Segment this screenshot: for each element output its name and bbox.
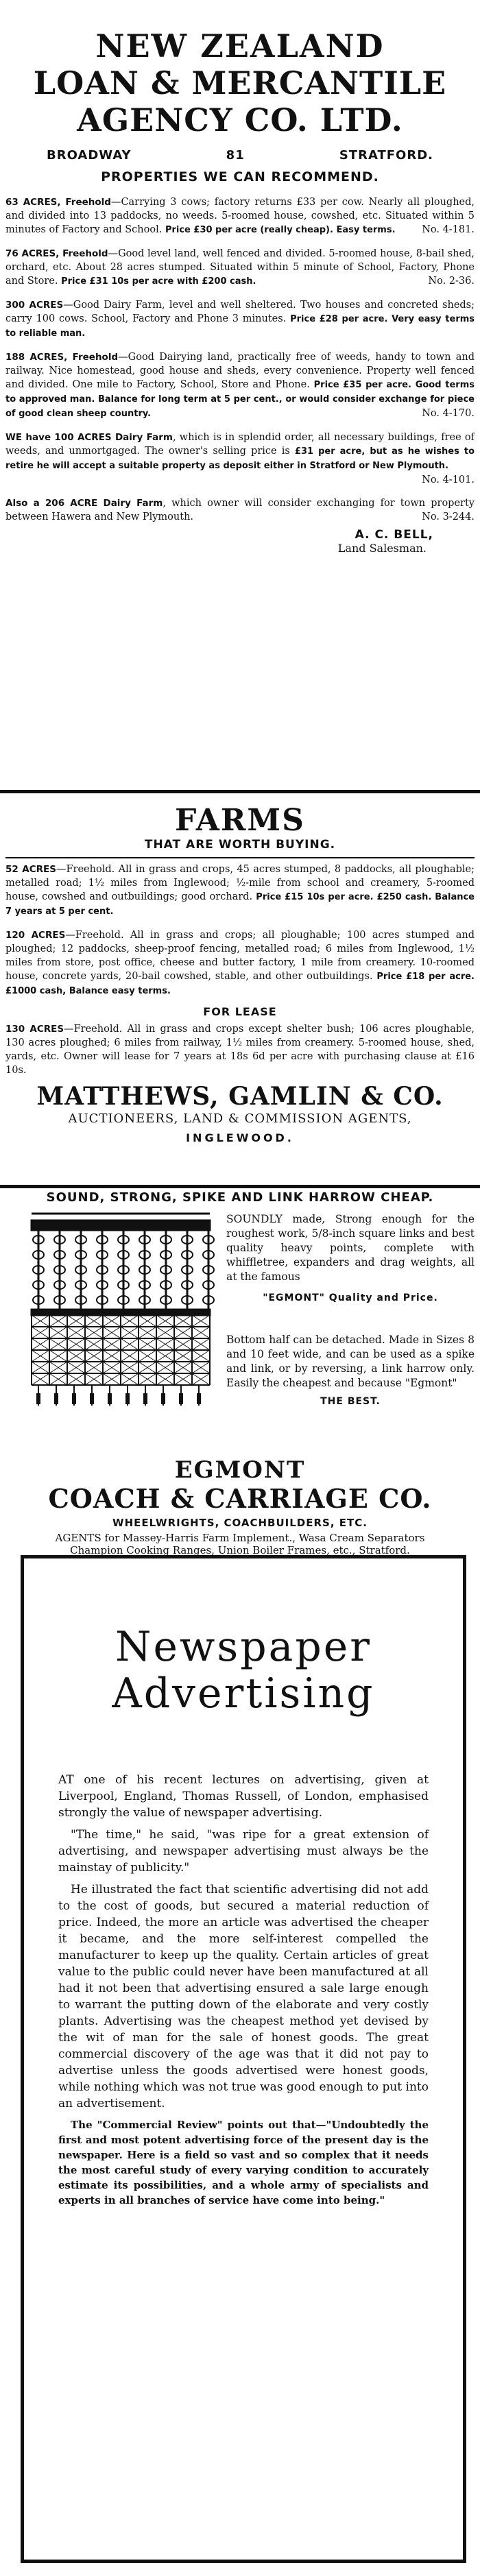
- harrow-weight: [72, 1393, 76, 1404]
- listing-ref: No. 4-101.: [422, 474, 475, 485]
- harrow-weight: [54, 1393, 58, 1404]
- listing-price: £31 per acre, but as he wishes to retire he will accept a suitable property as deposit either in Stratford or New Plymouth.: [5, 446, 475, 471]
- article-title-line1: Newspaper: [115, 1623, 372, 1671]
- listing-text: , which is in splendid order, all necessary buildings, free of weeds, and unmortgaged. The owner's selling price is: [5, 432, 475, 457]
- property-listing: [5, 496, 475, 524]
- listing-text: —Freehold. All in grass and crops except shelter bush; 106 acres ploughable, 130 acres ploughed; 6 miles from railway, 1½ miles from creamery. 5-roomed house, shed, yards, etc. Owner will lease for 7 years at 18s 6d per acre with purchasing clause at £16 10s.: [5, 1024, 475, 1076]
- egmont-line2: COACH & CARRIAGE CO.: [48, 1483, 432, 1514]
- harrow-description: [226, 1212, 475, 1409]
- farm-listing: [5, 863, 475, 919]
- harrow-weight: [179, 1393, 183, 1404]
- article-paragraph: "The time," he said, "was ripe for a great extension of advertising, and newspaper advertising must always be the mainstay of publicity.": [58, 1828, 429, 1875]
- harrow-link-grid: [32, 1230, 214, 1385]
- listing-text: —Good Dairying land, practically free of weeds, handy to town and railway. Nice homestead, good house and sheds, every convenience. Property well fenced and divided. One mile to Factory, School, Store and Phone.: [5, 352, 475, 390]
- harrow-weight: [197, 1393, 201, 1404]
- listing-price: Price £31 10s per acre with £200 cash.: [61, 276, 256, 287]
- listing-price: Price £15 10s per acre. £250 cash. Balance 7 years at 5 per cent.: [5, 892, 475, 917]
- egmont-agents-2: Champion Cooking Ranges, Union Boiler Frames, etc., Stratford.: [70, 1544, 410, 1556]
- firm-description: AUCTIONEERS, LAND & COMMISSION AGENTS,: [68, 1111, 412, 1126]
- listing-lead: 300 ACRES: [5, 300, 64, 311]
- lease-listing: [5, 1022, 475, 1077]
- egmont-description: WHEELWRIGHTS, COACHBUILDERS, ETC.: [112, 1517, 368, 1529]
- address-line: [5, 148, 475, 162]
- listing-price: Price £28 per acre. Very easy terms to reliable man.: [5, 314, 475, 339]
- harrow-weight: [161, 1393, 165, 1404]
- property-listing: [5, 247, 475, 289]
- listing-lead: 76 ACRES, Freehold: [5, 248, 108, 259]
- harrow-para-1: SOUNDLY made, Strong enough for the roughest work, 5/8-inch square links and best quality heavy points, complete with whiffletree, expanders and drag weights, all at the famous: [226, 1213, 475, 1283]
- listing-lead: 52 ACRES: [5, 864, 56, 875]
- farms-ad: [5, 804, 475, 1144]
- listing-ref: No. 3-244.: [422, 511, 475, 522]
- article-paragraph: The "Commercial Review" points out that—"Undoubtedly the first and most potent advertising force of the present day is the newspaper. Here is a field so vast and so complex that it needs the most careful study of every varying condition to accurately estimate its possibilities, and a whole army of specialists and experts in all branches of service have come into being.": [58, 2119, 429, 2206]
- harrow-illustration: [25, 1207, 224, 1412]
- listing-ref: No. 2-36.: [428, 276, 475, 287]
- listing-lead: 63 ACRES, Freehold: [5, 197, 111, 208]
- company-name-line2: LOAN & MERCANTILE: [33, 64, 447, 101]
- egmont-firm: [5, 1456, 475, 1556]
- listing-lead: Also a 206 ACRE Dairy Farm: [5, 498, 163, 509]
- section-divider: [0, 790, 480, 793]
- harrow-headline: SOUND, STRONG, SPIKE AND LINK HARROW CHEAP.: [46, 1190, 434, 1205]
- article-title-line2: Advertising: [112, 1670, 375, 1718]
- harrow-middle-bar: [32, 1310, 210, 1315]
- address-town: STRATFORD.: [339, 148, 433, 162]
- farms-subtitle: THAT ARE WORTH BUYING.: [144, 838, 336, 852]
- article-paragraph: He illustrated the fact that scientific advertising did not add to the cost of goods, but secured a material reduction of price. Indeed, the more an article was advertised the cheaper it became, and the more self-interest compelled the manufacturer to keep up the quality. Certain articles of great value to the public could never have been manufactured at all had it not been that advertising ensured a sale large enough to warrant the putting down of the elaborate and very costly plants. Advertising was the cheapest method yet devised by the wit of man for the sale of honest goods. The great commercial discovery of the age was that it did not pay to advertise unless the goods advertised were honest goods, while nothing which was not true was good enough to put into an advertisement.: [58, 1883, 429, 2110]
- listing-lead: 120 ACRES: [5, 930, 66, 941]
- firm-town: INGLEWOOD.: [186, 1131, 294, 1144]
- harrow-drag-weights: [36, 1385, 201, 1406]
- address-street: BROADWAY: [47, 148, 132, 162]
- nz-loan-ad: [5, 27, 475, 555]
- egmont-line1: EGMONT: [174, 1456, 306, 1484]
- listing-lead: 188 ACRES, Freehold: [5, 352, 119, 363]
- harrow-weight: [90, 1393, 94, 1404]
- section-divider: [0, 1185, 480, 1188]
- harrow-weight: [143, 1393, 147, 1404]
- property-listing: [5, 195, 475, 237]
- harrow-ad: [5, 1190, 475, 1205]
- article-body: [24, 1772, 463, 2208]
- listing-price: Price £18 per acre. £1000 cash, Balance easy terms.: [5, 972, 475, 996]
- properties-heading: PROPERTIES WE CAN RECOMMEND.: [101, 169, 379, 184]
- lease-heading: FOR LEASE: [203, 1005, 277, 1018]
- listing-price: Price £30 per acre (really cheap). Easy terms.: [165, 225, 396, 235]
- newspaper-advertising-box: [21, 1555, 466, 2563]
- harrow-top-bar: [32, 1220, 210, 1230]
- harrow-para-2: Bottom half can be detached. Made in Sizes 8 and 10 feet wide, and can be used as a spike and link, or by reversing, a link harrow only. Easily the cheapest and because "Egmont": [226, 1334, 475, 1389]
- farms-divider: [5, 857, 475, 858]
- farms-title: FARMS: [175, 803, 305, 838]
- farm-listing: [5, 928, 475, 998]
- listing-lead: 130 ACRES: [5, 1024, 64, 1035]
- listing-ref: No. 4-170.: [422, 408, 475, 419]
- harrow-quote: "EGMONT" Quality and Price.: [263, 1292, 438, 1303]
- listing-ref: No. 4-181.: [422, 224, 475, 235]
- company-name-line3: AGENCY CO. LTD.: [77, 101, 403, 139]
- harrow-weight: [108, 1393, 112, 1404]
- listing-lead: WE have 100 ACRES Dairy Farm: [5, 432, 173, 443]
- listing-text: —Freehold. All in grass and crops, 45 acres stumped, 8 paddocks, all ploughable; metalled road; 1½ miles from Inglewood; ½-mile from school and creamery, 5-roomed house, cowshed and outbuildings; good orchard.: [5, 864, 475, 902]
- signature-title: Land Salesman.: [337, 542, 427, 555]
- address-number: 81: [226, 148, 245, 162]
- signature-name: A. C. BELL,: [355, 528, 433, 542]
- property-listing: [5, 298, 475, 341]
- harrow-weight: [36, 1393, 40, 1404]
- firm-name: MATTHEWS, GAMLIN & CO.: [36, 1082, 444, 1111]
- signature-block: [5, 528, 475, 555]
- listing-text: —Freehold. All in grass and crops; all ploughable; 100 acres stumped and ploughed; 12 paddocks, sheep-proof fencing, metalled road; 6 miles from Inglewood, 1½ miles from store, post office, cheese and butter factory, 1 mile from creamery. 10-roomed house, concrete yards, 20-bail cowshed, stable, and other outbuildings.: [5, 930, 475, 982]
- listing-text: , which owner will consider exchanging for town property between Hawera and New Plymouth.: [5, 498, 475, 522]
- article-paragraph: AT one of his recent lectures on advertising, given at Liverpool, England, Thomas Russell, of London, emphasised strongly the value of newspaper advertising.: [58, 1773, 429, 1820]
- listing-text: —Good level land, well fenced and divided. 5-roomed house, 8-bail shed, orchard, etc. About 28 acres stumped. Situated within 5 minute of School, Factory, Phone and Store.: [5, 248, 475, 287]
- listing-text: —Good Dairy Farm, level and well sheltered. Two houses and concreted sheds; carry 100 cows. School, Factory and Phone 3 minutes.: [5, 300, 475, 324]
- listing-text: —Carrying 3 cows; factory returns £33 per cow. Nearly all ploughed, and divided into 13 paddocks, no weeds. 5-roomed house, cowshed, etc. Situated within 5 minutes of Factory and School.: [5, 197, 475, 235]
- egmont-agents-1: AGENTS for Massey-Harris Farm Implement., Wasa Cream Separators: [55, 1532, 425, 1544]
- harrow-weight: [125, 1393, 130, 1404]
- property-listing: [5, 350, 475, 421]
- company-name-line1: NEW ZEALAND: [95, 27, 385, 64]
- listing-price: Price £35 per acre. Good terms to approved man. Balance for long term at 5 per cent., or would consider exchange for piece of good clean sheep country.: [5, 380, 475, 419]
- property-listing: [5, 431, 475, 487]
- harrow-best: THE BEST.: [320, 1396, 381, 1407]
